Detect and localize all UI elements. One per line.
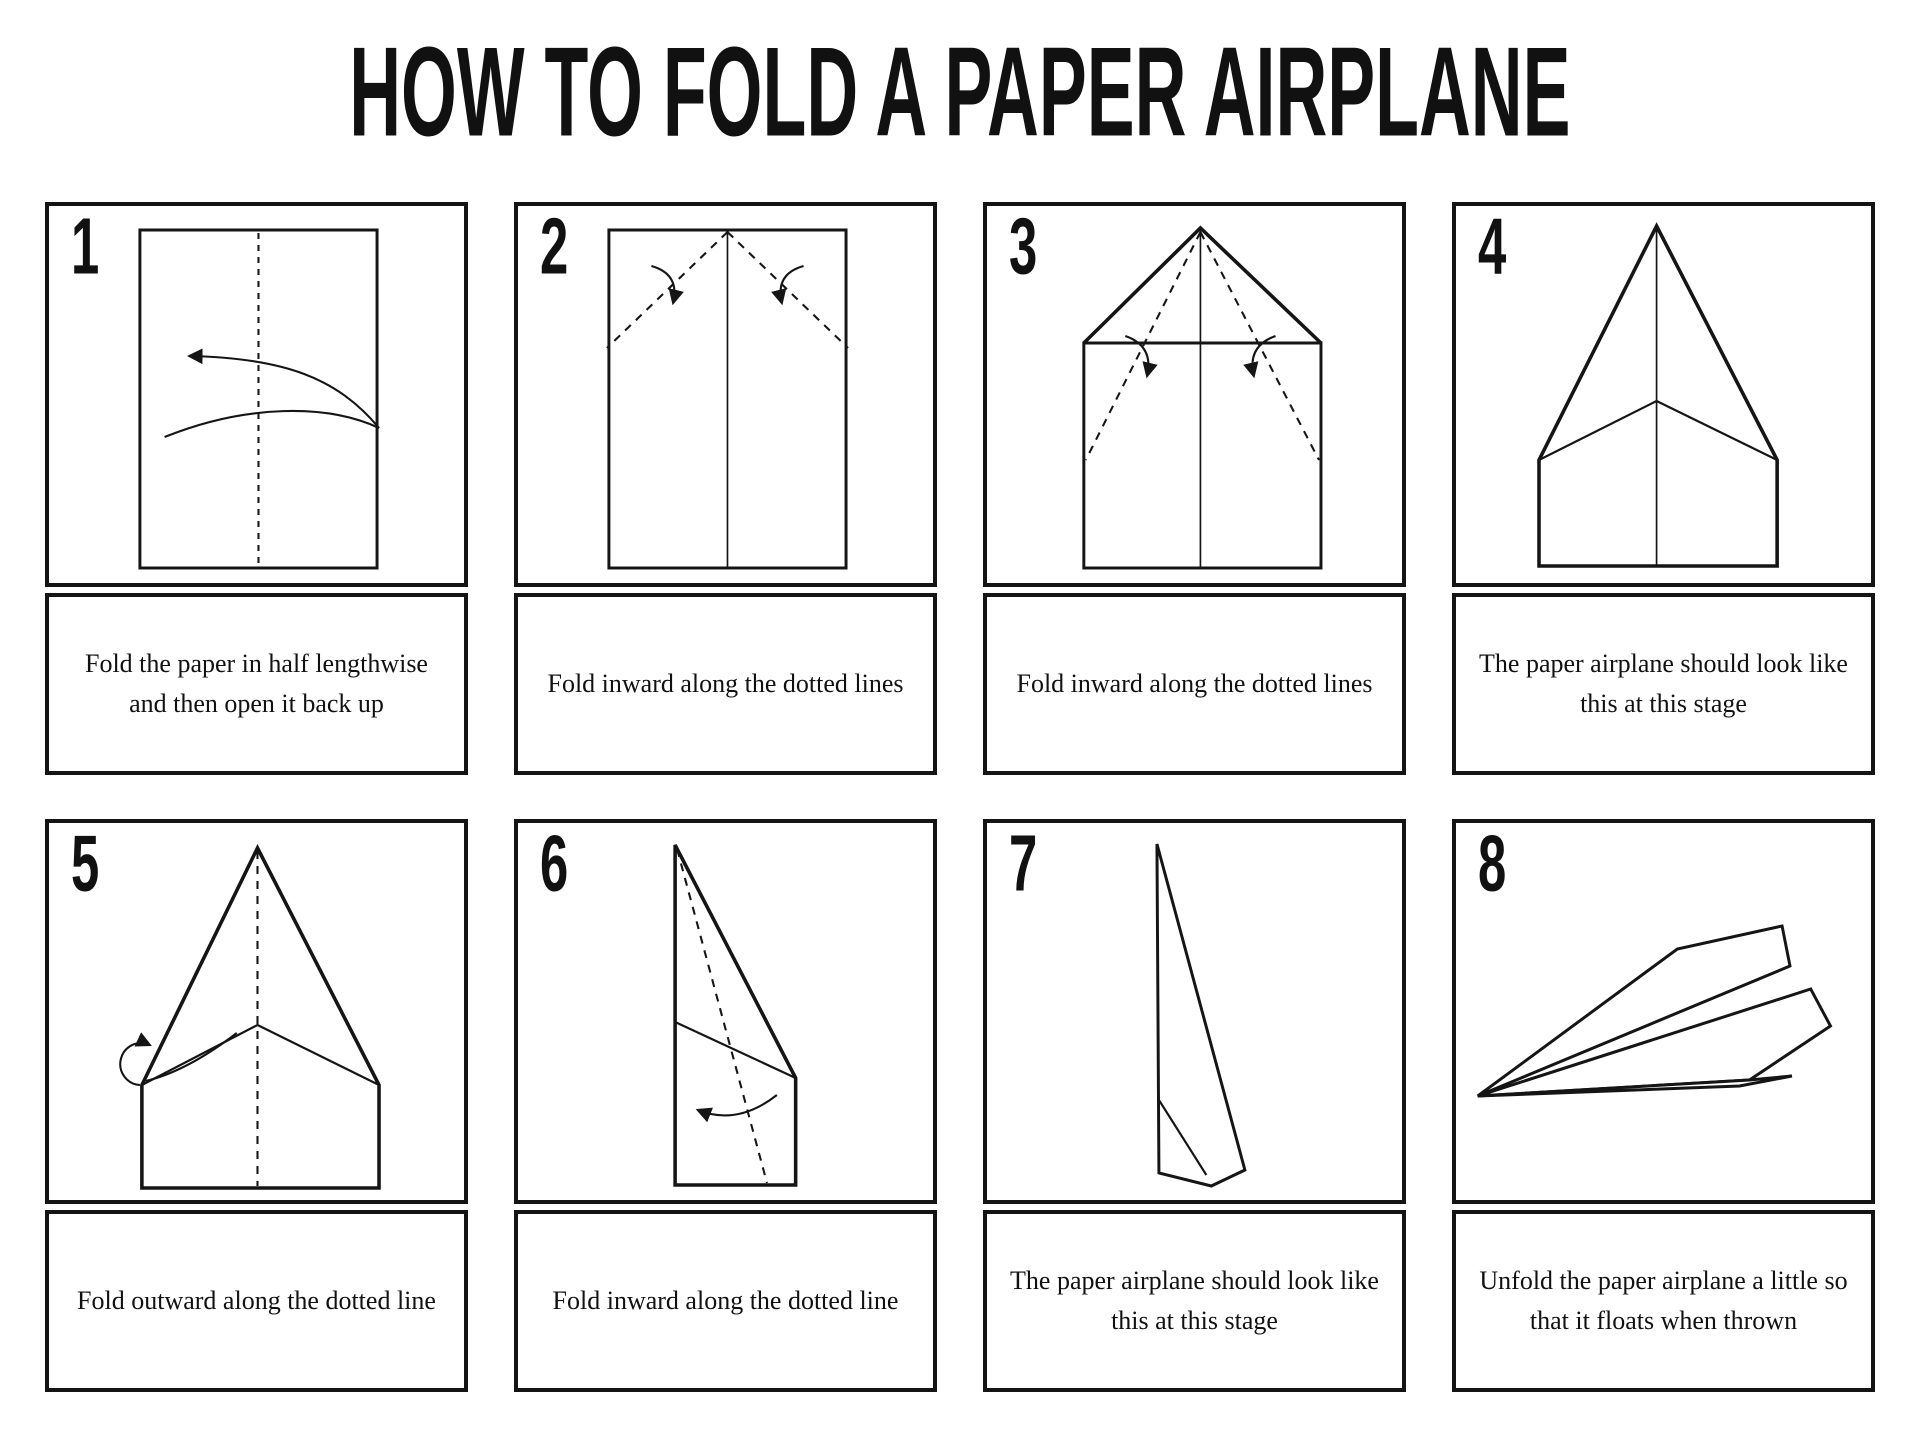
step-2-caption [514, 593, 937, 775]
step-number: 5 [71, 819, 100, 909]
step-card-6 [514, 819, 937, 1392]
step-card-2 [514, 202, 937, 775]
step-card-8 [1452, 819, 1875, 1392]
step-4-figure [1452, 202, 1875, 587]
step-number: 1 [71, 202, 100, 292]
caption-text: Unfold the paper airplane a little so that it floats when thrown [1479, 1265, 1848, 1335]
page-title-text: HOW TO FOLD A PAPER AIRPLANE [349, 21, 1571, 163]
caption-text: The paper airplane should look like this at this stage [1010, 1265, 1379, 1335]
caption-text: Fold inward along the dotted line [552, 1285, 899, 1315]
step-8-figure [1452, 819, 1875, 1204]
title-bar [0, 18, 1920, 168]
step-8-diagram finished-airplane [1456, 819, 1871, 1200]
step-4-caption [1452, 593, 1875, 775]
step-card-7 [983, 819, 1406, 1392]
step-number: 3 [1009, 202, 1038, 292]
step-6-caption [514, 1210, 937, 1392]
step-5-diagram fold-outward-along-center [49, 819, 464, 1200]
step-number: 2 [540, 202, 569, 292]
steps-grid [0, 202, 1920, 1392]
step-7-caption [983, 1210, 1406, 1392]
step-2-figure [514, 202, 937, 587]
step-5-caption [45, 1210, 468, 1392]
page-title [349, 21, 1570, 166]
step-card-5 [45, 819, 468, 1392]
caption-text: The paper airplane should look like this at this stage [1479, 648, 1848, 718]
step-4-diagram dart-shape-result [1456, 202, 1871, 583]
step-number: 7 [1009, 819, 1038, 909]
step-5-figure [45, 819, 468, 1204]
step-1-caption [45, 593, 468, 775]
step-3-figure [983, 202, 1406, 587]
step-3-diagram fold-sides-inward [987, 202, 1402, 583]
step-7-figure [983, 819, 1406, 1204]
step-number: 8 [1478, 819, 1507, 909]
caption-text: Fold the paper in half lengthwise and then open it back up [85, 648, 428, 718]
step-6-diagram fold-wing-inward [518, 819, 933, 1200]
step-6-figure [514, 819, 937, 1204]
step-2-diagram fold-corners-inward [518, 202, 933, 583]
step-number: 6 [540, 819, 569, 909]
step-8-caption [1452, 1210, 1875, 1392]
caption-text: Fold outward along the dotted line [77, 1285, 436, 1315]
caption-text: Fold inward along the dotted lines [547, 668, 904, 698]
step-card-4 [1452, 202, 1875, 775]
step-1-diagram paper-with-center-crease [49, 202, 464, 583]
step-3-caption [983, 593, 1406, 775]
step-card-3 [983, 202, 1406, 775]
step-number: 4 [1478, 202, 1507, 292]
step-7-diagram folded-profile-result [987, 819, 1402, 1200]
step-card-1 [45, 202, 468, 775]
caption-text: Fold inward along the dotted lines [1016, 668, 1373, 698]
step-1-figure [45, 202, 468, 587]
